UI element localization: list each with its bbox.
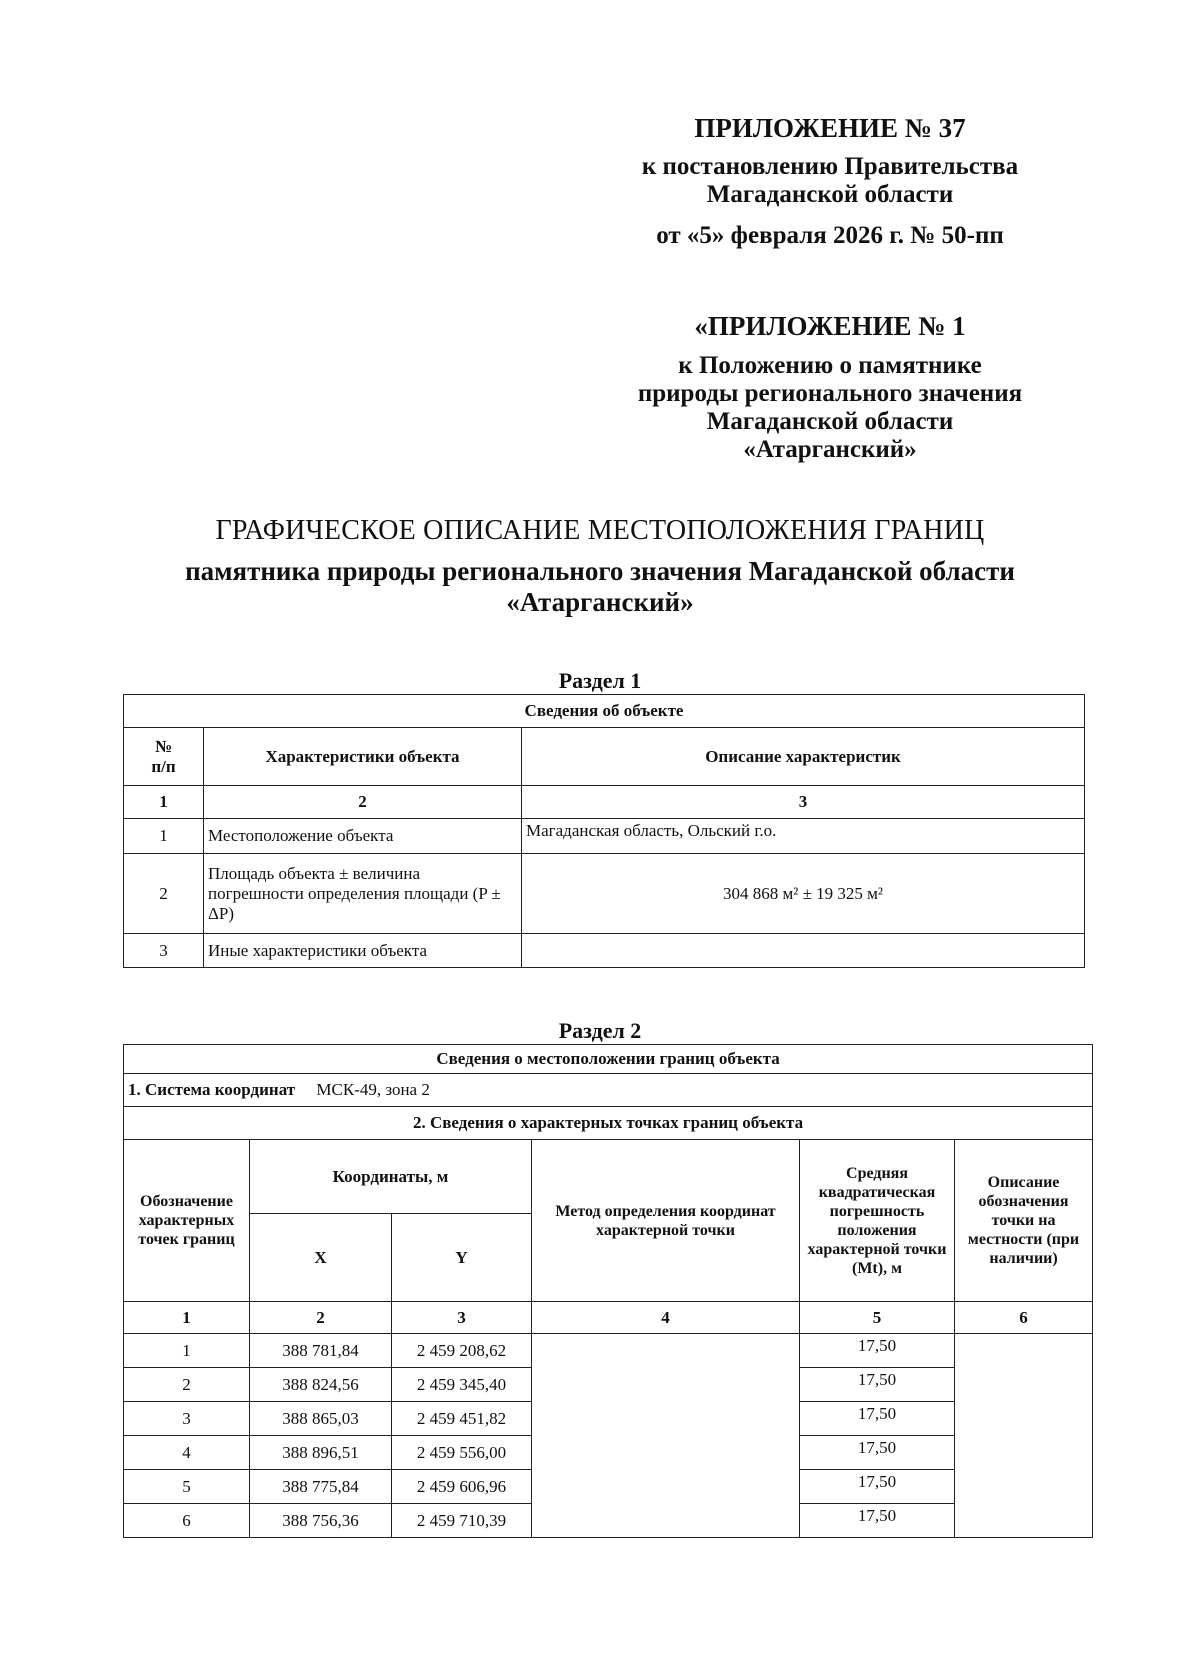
index-cell: 3 xyxy=(522,786,1085,819)
col-x-header: X xyxy=(250,1214,392,1302)
coordinate-system-label: 1. Система координат xyxy=(128,1080,296,1099)
point-error: 17,50 xyxy=(800,1334,955,1368)
table-row xyxy=(124,854,1085,934)
points-caption: 2. Сведения о характерных точках границ объекта xyxy=(124,1107,1093,1140)
index-cell: 2 xyxy=(204,786,522,819)
section-1-caption: Сведения об объекте xyxy=(124,695,1085,728)
sub-appendix-line: природы регионального значения xyxy=(637,380,1023,407)
index-cell: 2 xyxy=(250,1302,392,1334)
point-x: 388 781,84 xyxy=(250,1334,392,1368)
table-row xyxy=(124,934,1085,968)
point-id: 4 xyxy=(124,1436,250,1470)
appendix-subtitle xyxy=(600,153,1060,209)
row-description xyxy=(522,934,1085,968)
point-y: 2 459 556,00 xyxy=(392,1436,532,1470)
index-cell: 5 xyxy=(800,1302,955,1334)
document-subtitle xyxy=(0,556,1200,618)
col-y-header: Y xyxy=(392,1214,532,1302)
col-coords-header: Координаты, м xyxy=(250,1140,532,1214)
sub-appendix-subtitle xyxy=(600,352,1060,464)
coordinate-system-value: МСК-49, зона 2 xyxy=(316,1080,430,1099)
section-2-label: Раздел 2 xyxy=(558,1018,642,1043)
descr-cell xyxy=(955,1334,1093,1538)
appendix-number: ПРИЛОЖЕНИЕ № 37 xyxy=(694,113,966,143)
index-cell: 6 xyxy=(955,1302,1093,1334)
row-description: 304 868 м² ± 19 325 м² xyxy=(522,854,1085,934)
point-y: 2 459 451,82 xyxy=(392,1402,532,1436)
col-char-header: Характеристики объекта xyxy=(204,728,522,786)
point-error: 17,50 xyxy=(800,1436,955,1470)
col-desc-header: Описание характеристик xyxy=(522,728,1085,786)
row-num: 1 xyxy=(124,819,204,854)
col-num-header-line: № xyxy=(154,736,173,756)
col-method-header: Метод определения координат характерной точки xyxy=(532,1140,800,1302)
method-cell xyxy=(532,1334,800,1538)
section-1-label: Раздел 1 xyxy=(558,668,642,693)
row-num: 3 xyxy=(124,934,204,968)
row-characteristic: Площадь объекта ± величина погрешности определения площади (P ± ΔP) xyxy=(204,854,522,934)
point-error: 17,50 xyxy=(800,1402,955,1436)
row-num: 2 xyxy=(124,854,204,934)
index-cell: 1 xyxy=(124,1302,250,1334)
appendix-date: от «5» февраля 2026 г. № 50-пп xyxy=(656,222,1004,249)
table-row xyxy=(124,819,1085,854)
document-title: ГРАФИЧЕСКОЕ ОПИСАНИЕ МЕСТОПОЛОЖЕНИЯ ГРАНИЦ xyxy=(215,515,985,546)
point-id: 1 xyxy=(124,1334,250,1368)
col-num-header xyxy=(124,728,204,786)
point-id: 5 xyxy=(124,1470,250,1504)
point-y: 2 459 345,40 xyxy=(392,1368,532,1402)
sub-appendix-line: Магаданской области xyxy=(706,408,954,435)
point-x: 388 865,03 xyxy=(250,1402,392,1436)
col-error-header: Средняя квадратическая погрешность положения характерной точки (Mt), м xyxy=(800,1140,955,1302)
section-2-table xyxy=(123,1044,1093,1538)
coordinate-system-row xyxy=(124,1074,1093,1107)
document-subtitle-line: «Атарганский» xyxy=(506,587,694,617)
index-cell: 3 xyxy=(392,1302,532,1334)
point-id: 6 xyxy=(124,1504,250,1538)
point-y: 2 459 606,96 xyxy=(392,1470,532,1504)
col-num-header-line: п/п xyxy=(151,756,176,776)
point-error: 17,50 xyxy=(800,1504,955,1538)
document-subtitle-line: памятника природы регионального значения Магаданской области xyxy=(185,556,1015,586)
section-2-caption: Сведения о местоположении границ объекта xyxy=(124,1045,1093,1074)
col-descr-header: Описание обозначения точки на местности (при наличии) xyxy=(955,1140,1093,1302)
sub-appendix-line: «Атарганский» xyxy=(743,436,917,463)
sub-appendix-number: «ПРИЛОЖЕНИЕ № 1 xyxy=(694,311,966,341)
point-x: 388 775,84 xyxy=(250,1470,392,1504)
point-error: 17,50 xyxy=(800,1368,955,1402)
point-y: 2 459 710,39 xyxy=(392,1504,532,1538)
point-id: 2 xyxy=(124,1368,250,1402)
point-id: 3 xyxy=(124,1402,250,1436)
sub-appendix-line: к Положению о памятнике xyxy=(678,352,982,379)
index-cell: 4 xyxy=(532,1302,800,1334)
row-description: Магаданская область, Ольский г.о. xyxy=(522,819,1085,854)
appendix-subtitle-line: Магаданской области xyxy=(706,181,954,208)
point-error: 17,50 xyxy=(800,1470,955,1504)
col-point-header: Обозначение характерных точек границ xyxy=(124,1140,250,1302)
point-x: 388 896,51 xyxy=(250,1436,392,1470)
section-1-table xyxy=(123,694,1085,968)
index-cell: 1 xyxy=(124,786,204,819)
point-x: 388 824,56 xyxy=(250,1368,392,1402)
point-x: 388 756,36 xyxy=(250,1504,392,1538)
row-characteristic: Местоположение объекта xyxy=(204,819,522,854)
row-characteristic: Иные характеристики объекта xyxy=(204,934,522,968)
appendix-subtitle-line: к постановлению Правительства xyxy=(641,153,1019,180)
table-row xyxy=(124,1334,1093,1368)
point-y: 2 459 208,62 xyxy=(392,1334,532,1368)
